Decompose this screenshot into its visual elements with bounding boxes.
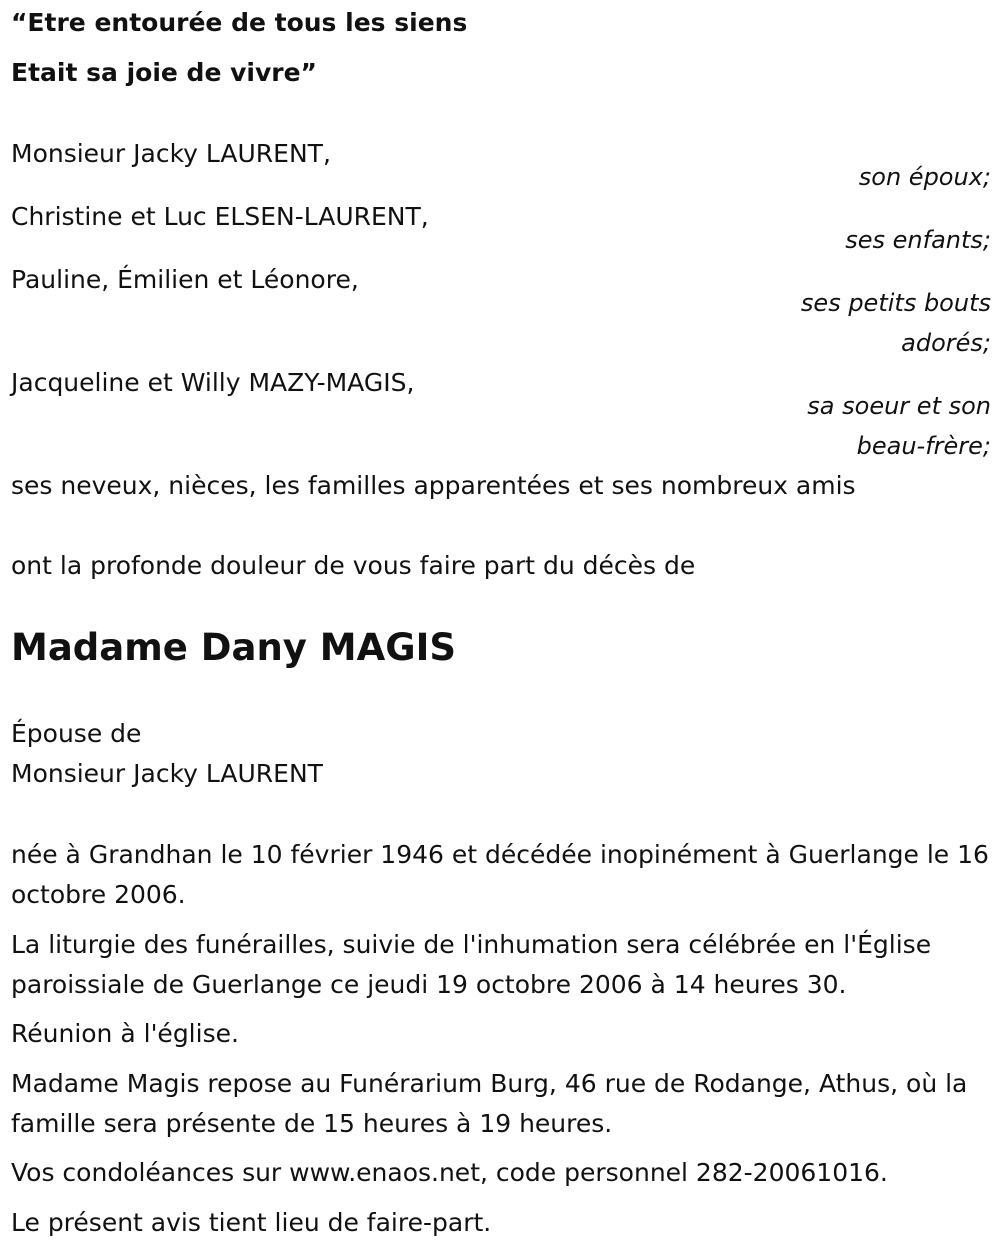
spouse-label: Épouse de <box>11 719 142 748</box>
family-name-children: Christine et Luc ELSEN-LAURENT, <box>11 202 429 231</box>
funeral-paragraph: La liturgie des funérailles, suivie de l'inhumation sera célébrée en l'Église paroissiale de Guerlange ce jeudi 19 octobre 2006 à 14 heures 30. <box>11 930 932 999</box>
family-relation-spouse: son époux; <box>858 163 991 191</box>
family-name-spouse: Monsieur Jacky LAURENT, <box>11 139 331 168</box>
quote-line-2: Etait sa joie de vivre” <box>11 58 317 87</box>
condolences-paragraph: Vos condoléances sur www.enaos.net, code personnel 282-20061016. <box>11 1158 888 1187</box>
family-relation-children: ses enfants; <box>845 226 991 254</box>
meeting-paragraph: Réunion à l'église. <box>11 1019 239 1048</box>
family-name-sister: Jacqueline et Willy MAZY-MAGIS, <box>11 368 415 397</box>
deceased-name: Madame Dany MAGIS <box>11 626 457 669</box>
family-relation-grandchildren-1: ses petits bouts <box>800 289 991 317</box>
others-line: ses neveux, nièces, les familles apparentées et ses nombreux amis <box>11 471 856 500</box>
family-relation-sister-2: beau-frère; <box>856 432 991 460</box>
family-relation-sister-1: sa soeur et son <box>807 392 991 420</box>
family-name-grandchildren: Pauline, Émilien et Léonore, <box>11 265 359 294</box>
birth-death-paragraph: née à Grandhan le 10 février 1946 et décédée inopinément à Guerlange le 16 octobre 2006. <box>11 840 989 909</box>
family-relation-grandchildren-2: adorés; <box>901 329 991 357</box>
spouse-name: Monsieur Jacky LAURENT <box>11 759 323 788</box>
notice-paragraph: Le présent avis tient lieu de faire-part. <box>11 1208 492 1237</box>
funerarium-paragraph: Madame Magis repose au Funérarium Burg, 46 rue de Rodange, Athus, où la famille sera présente de 15 heures à 19 heures. <box>11 1069 968 1138</box>
announcement-line: ont la profonde douleur de vous faire part du décès de <box>11 551 696 580</box>
quote-line-1: “Etre entourée de tous les siens <box>11 8 468 37</box>
